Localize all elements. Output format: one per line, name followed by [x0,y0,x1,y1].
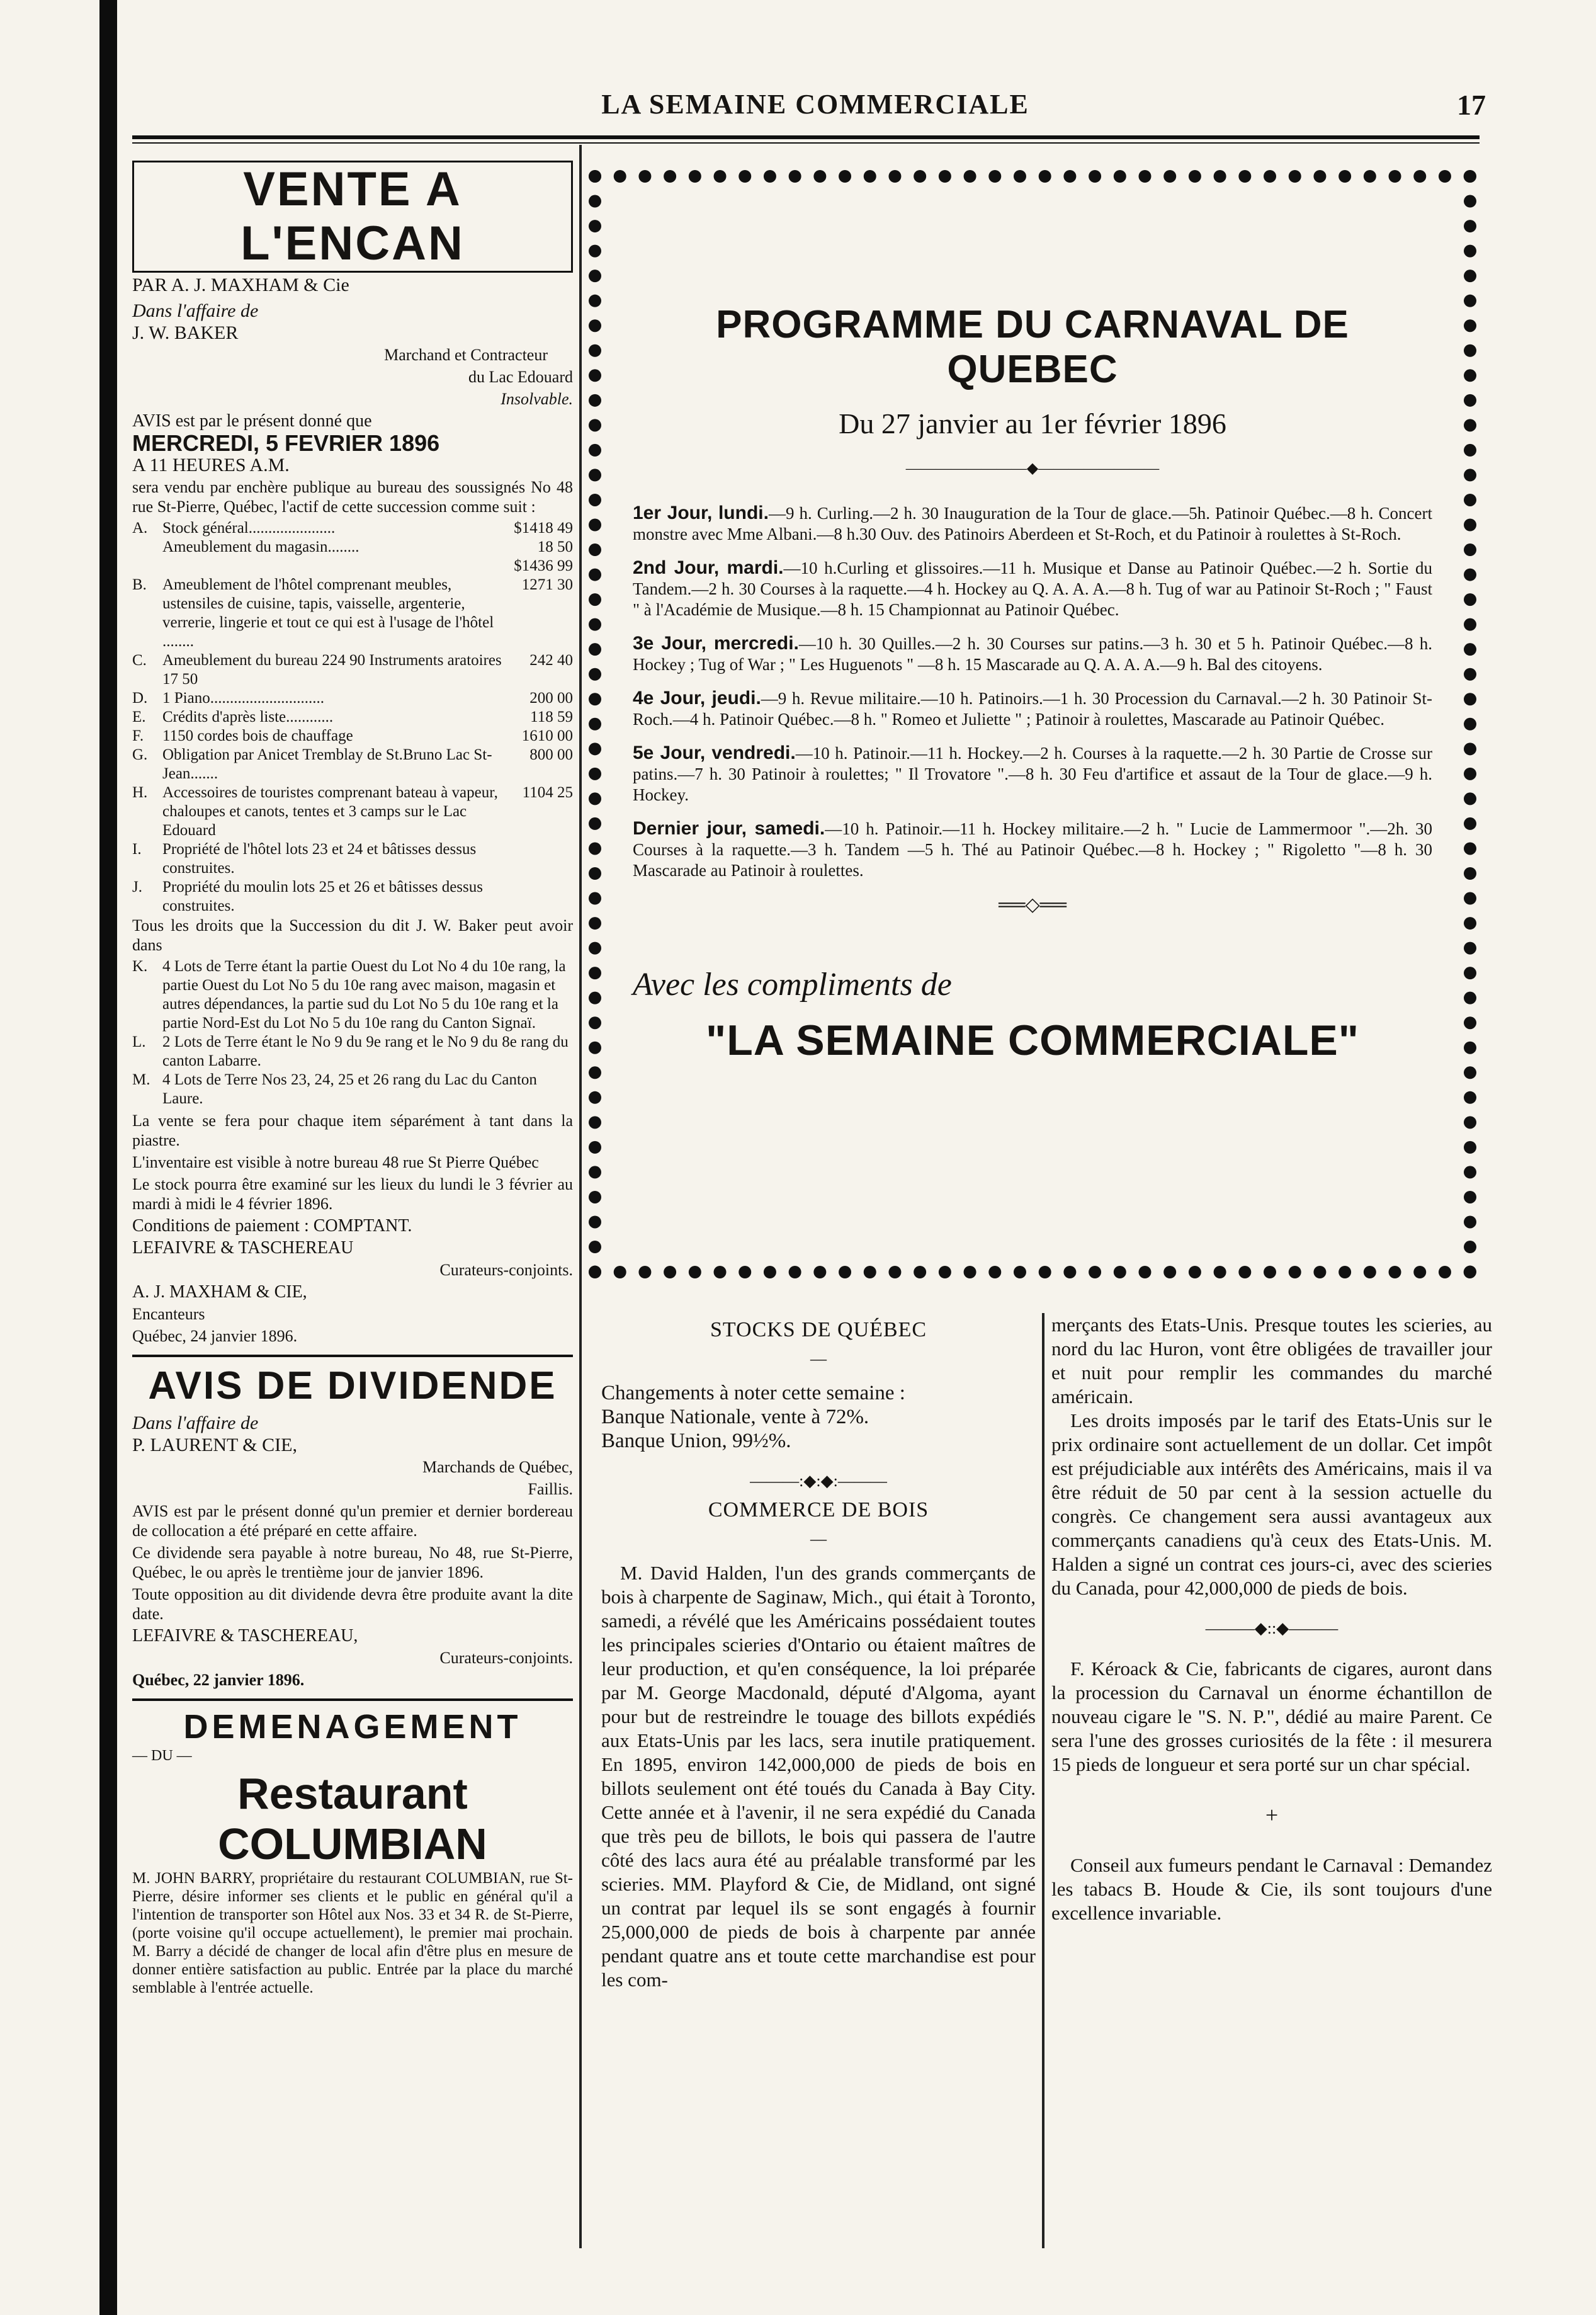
section-rule [132,1698,573,1701]
vente-name: J. W. BAKER [132,322,239,343]
programme-brand: "LA SEMAINE COMMERCIALE" [706,1016,1359,1064]
vente-conditions: Conditions de paiement : COMPTANT. [132,1216,412,1236]
vente-role1: Marchand et Contracteur [384,346,548,364]
vente-p3: Le stock pourra être examiné sur les lieux du lundi le 3 février au mardi à midi le 4 février 1896. [132,1175,573,1213]
header-rule-thin [132,142,1480,144]
col3-p2: Les droits imposés par le tarif des Etats-Unis sur le prix ordinaire sont actuellement de un dollar. Cet impôt est préjudiciable aux intérêts des Américains, mais il va être réduit de 50 par cent à la session actuelle du congrès. Ce changement sera aussi avantageux aux commerçants canadiens qu'à ceux des Etats-Unis. M. Halden a signé un contrat ces jours-ci, avec des scieries du Canada, pour 42,000,000 de pieds de bois. [1051,1409,1492,1599]
list-item: M. 4 Lots de Terre Nos 23, 24, 25 et 26 rang du Lac du Canton Laure. [132,1071,537,1107]
dividende-title: AVIS DE DIVIDENDE [148,1364,557,1408]
vente-droits: Tous les droits que la Succession du dit J. W. Baker peut avoir dans [132,916,573,954]
vente-date: MERCREDI, 5 FEVRIER 1896 [132,430,440,456]
ornament-divider: ══◇══ [998,894,1067,915]
programme-compliments: Avec les compliments de [633,967,952,1003]
dividende-p1: AVIS est par le présent donné qu'un premier et dernier bordereau de collocation a été préparé en cette affaire. [132,1502,573,1540]
vente-enc-role: Encanteurs [132,1305,205,1323]
vente-items [132,519,573,916]
col3-p4: Conseil aux fumeurs pendant le Carnaval : Demandez les tabacs B. Houde & Cie, ils sont toujours d'une excellence invariable. [1051,1854,1492,1924]
list-item: G. Obligation par Anicet Tremblay de St.Bruno Lac St-Jean....... 800 00 [132,746,573,782]
vente-p2: L'inventaire est visible à notre bureau 48 rue St Pierre Québec [132,1153,539,1171]
programme-day: 2nd Jour, mardi.—10 h.Curling et glissoires.—11 h. Musique et Danse au Patinoir Québec.—2 h. Sortie du Tandem.—2 h. 30 Courses à la raquette.—4 h. Hockey au Q. A. A. A.—8 h. Tug of war au Patinoir St-Roch ; " Faust " à l'Académie de Musique.—8 h. 15 Championnat au Patinoir Québec. [633,557,1432,619]
list-item: $1436 99 [514,557,573,574]
list-item: F. 1150 cordes bois de chauffage 1610 00 [132,727,573,744]
stocks-line: Banque Nationale, vente à 72%. [601,1406,869,1428]
programme-day: 1er Jour, lundi.—9 h. Curling.—2 h. 30 Inauguration de la Tour de glace.—5h. Patinoir Québec.—8 h. Concert monstre avec Mme Albani.—8 h.30 Ouv. des Patinoirs Aberdeen et St-Roch, et du Patinoir à roulettes à St-Roch. [633,503,1433,543]
dividende-role: Marchands de Québec, [422,1458,573,1476]
dividende-faillis: Faillis. [528,1480,573,1498]
column-divider-1 [579,145,582,2248]
programme-day: 4e Jour, jeudi.—9 h. Revue militaire.—10 h. Patinoirs.—1 h. 30 Procession du Carnaval.—2 h. 30 Patinoir St-Roch.—4 h. Patinoir Québec.—8 h. " Romeo et Juliette " ; Patinoir à roulettes, Mascarade au Patinoir Québec. [633,688,1432,729]
list-item: L. 2 Lots de Terre étant le No 9 du 9e rang et le No 9 du 8e rang du canton Labarre. [132,1033,569,1069]
restaurant-name: Restaurant COLUMBIAN [218,1769,487,1868]
separator: ———◆::◆——— [1205,1619,1338,1637]
dividende-p3: Toute opposition au dit dividende devra être produite avant la dite date. [132,1585,573,1623]
programme-title: PROGRAMME DU CARNAVAL DE QUEBEC [716,303,1349,391]
vente-p1: La vente se fera pour chaque item séparément à tant dans la piastre. [132,1112,573,1149]
col3-p1: merçants des Etats-Unis. Presque toutes les scieries, au nord du lac Huron, vont être obligées de travailler jour et nuit pour remplir les commandes du marché américain. [1051,1314,1492,1408]
separator: — [810,1530,827,1548]
list-item: B. Ameublement de l'hôtel comprenant meubles, ustensiles de cuisine, tapis, vaisselle, argenterie, verrerie, lingerie et tout ce qui est à l'usage de l'hôtel ........ 1271 30 [132,576,573,650]
vente-cur-role: Curateurs-conjoints. [439,1261,573,1279]
bois-title: COMMERCE DE BOIS [708,1498,929,1522]
newspaper-title: LA SEMAINE COMMERCIALE [601,89,1029,120]
vente-encanteurs: A. J. MAXHAM & CIE, [132,1282,307,1302]
vente-curators: LEFAIVRE & TASCHEREAU [132,1238,354,1258]
vente-role2: du Lac Edouard [468,368,573,386]
middle-column [601,1313,1036,1992]
vente-par: PAR A. J. MAXHAM & Cie [132,275,349,295]
vente-affaire: Dans l'affaire de [132,300,259,321]
vente-place-date: Québec, 24 janvier 1896. [132,1327,298,1345]
right-column [1051,1313,1492,1925]
programme-day: 5e Jour, vendredi.—10 h. Patinoir.—11 h. Hockey.—2 h. Courses à la raquette.—2 h. 30 Partie de Crosse sur patins.—7 h. 30 Patinoir à roulettes; " Il Trovatore ".—8 h. 30 Feu d'artifice et assaut de la Tour de glace.—9 h. Hockey. [633,742,1432,804]
dividende-p2: Ce dividende sera payable à notre bureau, No 48, rue St-Pierre, Québec, le ou après le trentième jour de janvier 1896. [132,1544,573,1581]
vente-intro: sera vendu par enchère publique au bureau des soussignés No 48 rue St-Pierre, Québec, l'actif de cette succession comme suit : [132,478,573,516]
list-item: Ameublement du magasin........ 18 50 [162,538,573,555]
header-rule [132,135,1480,139]
list-item: K. 4 Lots de Terre étant la partie Ouest du Lot No 4 du 10e rang, la partie Ouest du Lot No 5 du 10e rang avec maison, magasin et autres dépendances, la partie sud du Lot No 5 du 10e rang et la partie Nord-Est du Lot No 5 du 10e rang du Canton Signaï. [132,958,566,1032]
stocks-intro: Changements à noter cette semaine : [601,1382,905,1404]
dividende-place-date: Québec, 22 janvier 1896. [132,1671,305,1689]
list-item: H. Accessoires de touristes comprenant bateau à vapeur, chaloupes et canots, tentes et 3 camps sur le Lac Edouard 1104 25 [132,784,573,839]
page-header [145,88,1486,126]
vente-insolvable: Insolvable. [501,390,573,408]
list-item: C. Ameublement du bureau 224 90 Instruments aratoires 17 50 242 40 [132,652,573,688]
column-divider-2 [1042,1313,1044,2248]
list-item: D. 1 Piano............................. 200 00 [132,690,573,707]
dividende-cur-role: Curateurs-conjoints. [439,1649,573,1667]
stocks-line: Banque Union, 99½%. [601,1430,791,1452]
dividende-affaire: Dans l'affaire de [132,1413,259,1433]
programme-day: Dernier jour, samedi.—10 h. Patinoir.—11 h. Hockey militaire.—2 h. " Lucie de Lammermoor ".—2h. 30 Courses à la raquette.—3 h. Tandem —5 h. Thé au Patinoir Québec.—8 h. Hockey ; " Rigoletto "—8 h. 30 Mascarade au Patinoir à roulettes. [633,818,1433,880]
col3-p3: F. Kéroack & Cie, fabricants de cigares, auront dans la procession du Carnaval un énorme échantillon de nouveau cigare le "S. N. P.", dédié au maire Parent. Ce sera l'une des grosses curiosités de la fête : il mesurera 15 pieds de longueur et sera porté sur un char spécial. [1051,1658,1492,1775]
programme-dates: Du 27 janvier au 1er février 1896 [839,407,1226,440]
demenagement-title: DEMENAGEMENT [183,1708,522,1746]
demenagement-du: — DU — [132,1748,192,1764]
bois-text: M. David Halden, l'un des grands commerçants de bois à charpente de Saginaw, Mich., qui était à Toronto, samedi, a révélé que les Américains possédaient toutes les principales scieries d'Ontario ou étaient maîtres de leur production, et qu'en conséquence, la loi préparée par M. George Macdonald, député d'Algoma, ayant pour but de restreindre le touage des billots expédiés aux Etats-Unis par les lacs, sera inutile pratiquement. En 1895, environ 142,000,000 de pieds de bois en billots seulement ont été toués du Canada à Bay City. Cette année et à l'avenir, il ne sera expédié du Canada que très peu de billots, le bois qui passera de l'autre côté des lacs aura été au préalable transformé par les scieries. MM. Playford & Cie, de Midland, ont signé un contrat par lequel ils se sont engagés à fournir 25,000,000 de pieds de bois à charpente par année pendant quatre ans et toute cette marchandise est pour les com- [601,1562,1036,1991]
section-rule [132,1355,573,1357]
vente-avis: AVIS est par le présent donné que [132,411,372,431]
programme-box [589,170,1476,1278]
list-item: A. Stock général...................... $1418 49 [132,520,573,537]
list-item: E. Crédits d'après liste............ 118 59 [132,708,573,725]
vente-title: VENTE A L'ENCAN [132,161,573,273]
left-column [132,161,573,1999]
stocks-title: STOCKS DE QUÉBEC [710,1318,927,1341]
cross-separator: + [1265,1802,1279,1828]
dividende-curators: LEFAIVRE & TASCHEREAU, [132,1626,358,1646]
binding-edge [99,0,117,2315]
separator: — [810,1350,827,1368]
programme-day: 3e Jour, mercredi.—10 h. 30 Quilles.—2 h. 30 Courses sur patins.—3 h. 30 et 5 h. Patinoir Québec.—8 h. Hockey ; Tug of War ; " Les Huguenots " —8 h. 15 Mascarade au Q. A. A. A.—9 h. Bal des citoyens. [633,633,1432,674]
vente-heure: A 11 HEURES A.M. [132,455,290,475]
separator: ———:◆:◆:——— [750,1472,887,1490]
ornament-divider: ————————◆———————— [905,460,1160,477]
demenagement-text: M. JOHN BARRY, propriétaire du restaurant COLUMBIAN, rue St-Pierre, désire informer ses clients et le public en général qu'il a l'intention de transporter son Hôtel aux Nos. 33 et 34 R. de St-Pierre, (porte voisine qu'il occupe actuellement), le premier mai prochain. M. Barry a décidé de changer de local afin d'être plus en mesure de donner entière satisfaction au public. Entrée par la place du marché semblable à l'entrée actuelle. [132,1870,573,1996]
list-item: I. Propriété de l'hôtel lots 23 et 24 et bâtisses dessus construites. [132,841,477,877]
dividende-name: P. LAURENT & CIE, [132,1435,297,1455]
list-item: J. Propriété du moulin lots 25 et 26 et bâtisses dessus construites. [132,879,483,914]
page-number: 17 [1457,89,1486,121]
